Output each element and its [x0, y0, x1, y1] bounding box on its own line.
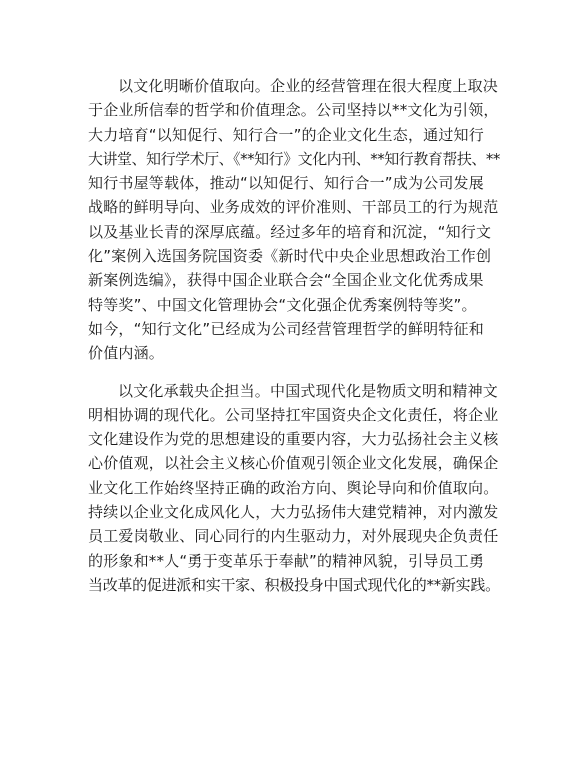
paragraph-culture-values: [88, 74, 500, 366]
paragraph-line: 知行书屋等载体，推动“以知促行、知行合一”成为公司发展: [88, 174, 484, 193]
paragraph-line: 当改革的促进派和实干家、积极投身中国式现代化的**新实践。: [88, 575, 500, 594]
paragraph-line: 持续以企业文化成风化人，大力弘扬伟大建党精神，对内激发: [88, 503, 499, 522]
paragraph-line: 以及基业长青的深厚底蕴。经过多年的培育和沉淀，“知行文: [88, 222, 492, 241]
paragraph-line: 业文化工作始终坚持正确的政治方向、舆论导向和价值取向。: [88, 478, 499, 497]
paragraph-line: 大力培育“以知促行、知行合一”的企业文化生态，通过知行: [88, 125, 484, 144]
paragraph-line: 化”案例入选国务院国资委《新时代中央企业思想政治工作创: [88, 247, 492, 266]
paragraph-line: 明相协调的现代化。公司坚持扛牢国资央企文化责任，将企业: [88, 405, 499, 424]
paragraph-central-enterprise-responsibility: [88, 379, 500, 598]
paragraph-line: 价值内涵。: [88, 344, 165, 363]
paragraph-line: 如今，“知行文化”已经成为公司经营管理哲学的鲜明特征和: [88, 319, 484, 338]
paragraph-line: 文化建设作为党的思想建设的重要内容，大力弘扬社会主义核: [88, 430, 499, 449]
paragraph-line: 以文化明晰价值取向。企业的经营管理在很大程度上取决: [118, 77, 499, 95]
paragraph-line: 于企业所信奉的哲学和价值理念。公司坚持以**文化为引领，: [88, 101, 499, 120]
paragraph-line: 心价值观，以社会主义核心价值观引领企业文化发展，确保企: [88, 454, 499, 473]
paragraph-line: 以文化承载央企担当。中国式现代化是物质文明和精神文: [118, 381, 499, 400]
paragraph-line: 大讲堂、知行学术厅、《**知行》文化内刊、**知行教育帮扶、**: [88, 149, 500, 168]
paragraph-line: 新案例选编》，获得中国企业联合会“全国企业文化优秀成果: [88, 271, 484, 290]
document-body: [88, 74, 500, 597]
paragraph-line: 战略的鲜明导向、业务成效的评价准则、干部员工的行为规范: [88, 198, 499, 217]
paragraph-line: 特等奖”、中国文化管理协会“文化强企优秀案例特等奖”。: [88, 295, 477, 314]
paragraph-line: 员工爱岗敬业、同心同行的内生驱动力，对外展现央企负责任: [88, 527, 499, 546]
paragraph-line: 的形象和**人“勇于变革乐于奉献”的精神风貌，引导员工勇: [88, 551, 485, 570]
